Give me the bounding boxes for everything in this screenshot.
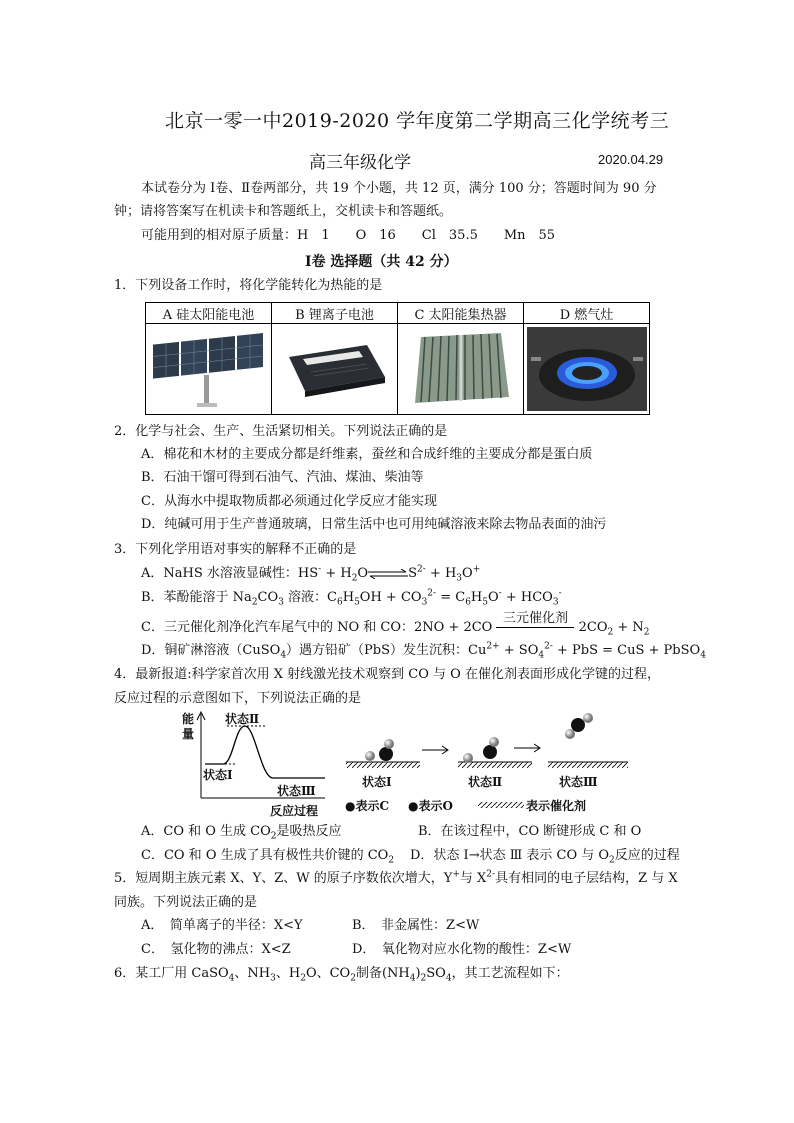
state-2-mol-label: 状态Ⅱ	[468, 775, 503, 789]
q3-stem: 3．下列化学用语对事实的解释不正确的是	[114, 542, 357, 557]
equilibrium-arrow-icon	[368, 569, 408, 579]
q5-option-a: A． 简单离子的半径：X<Y	[141, 918, 303, 933]
atomic-masses: 可能用到的相对原子质量：H 1 O 16 Cl 35.5 Mn 55	[141, 228, 556, 243]
q5-stem-line2: 同族。下列说法正确的是	[114, 895, 258, 910]
legend-carbon: ●表示C	[345, 799, 390, 813]
q2-option-d: D．纯碱可用于生产普通玻璃，日常生活中也可用纯碱溶液来除去物品表面的油污	[141, 517, 607, 532]
subtitle: 高三年级化学	[309, 153, 411, 173]
q4-option-a: A．CO 和 O 生成 $CO_2$是吸热反应	[141, 824, 342, 842]
gas-stove-icon	[527, 327, 647, 411]
exam-date: 2020.04.29	[598, 152, 664, 167]
state-1-label: 状态Ⅰ	[203, 768, 233, 782]
q3-option-a: A．NaHS 水溶液显碱性：$HS^- + H_2O$ $S^{2-} + H_3O^+$	[141, 564, 481, 584]
q4-option-c: C．CO 和 O 生成了具有极性共价键的 $CO_2$	[141, 848, 395, 866]
solar-collector-icon	[401, 327, 521, 411]
q5-option-b: B． 非金属性：Z<W	[352, 918, 480, 933]
q1-device-table	[145, 302, 650, 415]
q1-option-a: A 硅太阳能电池	[146, 303, 272, 324]
q2-option-c: C．从海水中提取物质都必须通过化学反应才能实现	[141, 494, 437, 509]
page-title: 北京一零一中2019-2020 学年度第二学期高三化学统考三	[165, 110, 670, 132]
q3-option-d: D．铜矿淋溶液（CuSO$_4$）遇方铅矿（PbS）发生沉积：$Cu^{2+} + SO_4^{2-}$ + PbS = CuS + PbSO$_4$	[141, 641, 706, 661]
state-3-mol-label: 状态Ⅲ	[559, 775, 598, 789]
solar-panel-icon	[149, 327, 269, 411]
q1-option-c: C 太阳能集热器	[398, 303, 524, 324]
legend-oxygen: ●表示O	[408, 799, 453, 813]
q4-option-d: D．状态 Ⅰ→状态 Ⅲ 表示 CO 与 $O_2$反应的过程	[410, 848, 680, 866]
q2-option-a: A．棉花和木材的主要成分都是纤维素，蚕丝和合成纤维的主要成分都是蛋白质	[141, 447, 593, 462]
q1-option-d: D 燃气灶	[524, 303, 650, 324]
state-3-label: 状态Ⅲ	[277, 784, 316, 798]
catalyst-label: 三元催化剂	[502, 611, 568, 626]
q4-option-b: B．在该过程中，CO 断键形成 C 和 O	[418, 824, 642, 839]
q5-option-d: D． 氧化物对应水化物的酸性：Z<W	[352, 942, 572, 957]
legend-catalyst-icon	[478, 801, 524, 809]
q2-option-b: B．石油干馏可得到石油气、汽油、煤油、柴油等	[141, 470, 424, 485]
section-heading: Ⅰ卷 选择题（共 42 分）	[305, 254, 458, 270]
intro-line1: 本试卷分为 Ⅰ卷、Ⅱ卷两部分，共 19 个小题，共 12 页，满分 100 分；答题时间为 90 分	[141, 181, 657, 196]
q2-stem: 2．化学与社会、生产、生活紧切相关。下列说法正确的是	[114, 424, 448, 439]
state-1-mol-label: 状态Ⅰ	[362, 775, 392, 789]
intro-line2: 钟；请将答案写在机读卡和答题纸上，交机读卡和答题纸。	[114, 204, 453, 219]
q4-stem-line1: 4．最新报道:科学家首次用 X 射线激光技术观察到 CO 与 O 在催化剂表面形成化学键的过程，	[114, 667, 660, 682]
state-2-label: 状态Ⅱ	[225, 712, 260, 726]
q6-stem: 6．某工厂用 CaSO$_4$、$NH_3$、$H_2O$、$CO_2$制备$(NH_4)_2SO_4$，其工艺流程如下：	[114, 966, 569, 984]
energy-axis-label: 能量	[182, 712, 195, 741]
q1-stem: 1．下列设备工作时，将化学能转化为热能的是	[114, 278, 383, 293]
q5-option-c: C． 氢化物的沸点：X<Z	[141, 942, 291, 957]
battery-icon	[275, 327, 395, 411]
q3-option-c: C．三元催化剂净化汽车尾气中的 NO 和 CO：2NO + 2CO 三元催化剂 $2CO_2 + N_2$	[141, 611, 650, 638]
legend-catalyst: 表示催化剂	[526, 799, 587, 813]
q4-stem-line2: 反应过程的示意图如下，下列说法正确的是	[114, 691, 362, 706]
q5-stem-line1: 5．短周期主族元素 X、Y、Z、W 的原子序数依次增大，Y+与 $X^{2-}$具有相同的电子层结构，Z 与 X	[114, 869, 678, 886]
x-axis-label: 反应过程	[270, 804, 319, 818]
q1-option-b: B 锂离子电池	[272, 303, 398, 324]
q3-option-b: B．苯酚能溶于 $Na_2CO_3$ 溶液：$C_6H_5OH + CO_3^{2-} = C_6H_5O^- + HCO_3^-$	[141, 588, 562, 608]
